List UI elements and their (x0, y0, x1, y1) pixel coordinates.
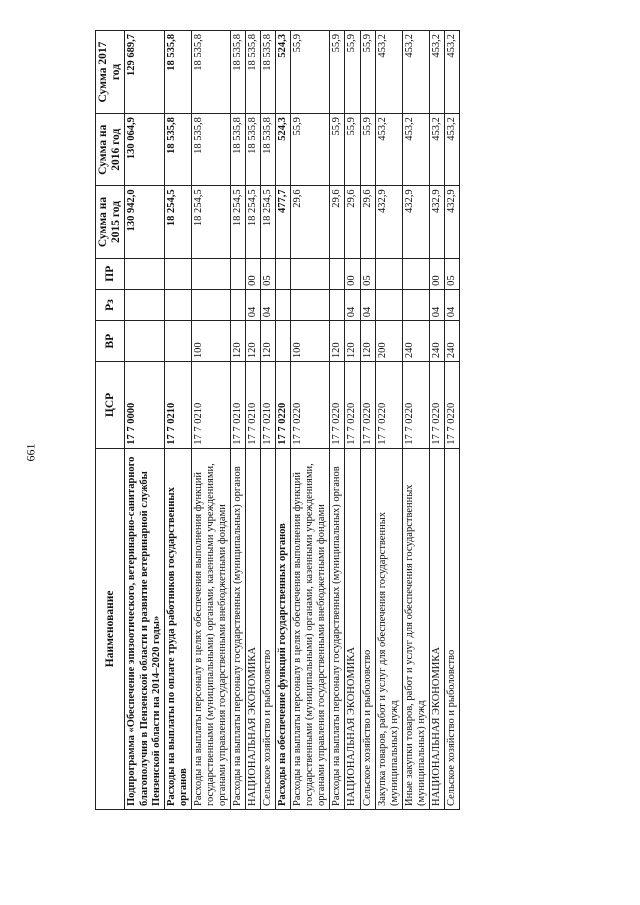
cell-csr: 17 7 0220 (345, 362, 360, 449)
cell-pr: 00 (246, 258, 261, 289)
cell-name: Закупка товаров, работ и услуг для обеспечения государственных (муниципальных) нужд (375, 448, 402, 809)
cell-rz (276, 289, 291, 320)
cell-vr: 240 (429, 321, 444, 362)
cell-name: Сельское хозяйство и рыболовство (360, 448, 375, 809)
cell-pr (191, 258, 230, 289)
cell-sum-2015: 18 254,5 (261, 186, 276, 258)
cell-vr (125, 321, 164, 362)
header-pr: ПР (96, 258, 125, 289)
cell-rz (230, 289, 245, 320)
cell-vr: 120 (230, 321, 245, 362)
cell-rz: 04 (429, 289, 444, 320)
cell-rz (125, 289, 164, 320)
cell-rz: 04 (345, 289, 360, 320)
cell-sum-2017: 524,3 (276, 31, 291, 114)
header-rz: Рз (96, 289, 125, 320)
cell-sum-2017: 18 535,8 (191, 31, 230, 114)
cell-vr (276, 321, 291, 362)
cell-pr: 05 (444, 258, 459, 289)
cell-sum-2016: 55,9 (345, 114, 360, 186)
cell-sum-2015: 477,7 (276, 186, 291, 258)
cell-sum-2015: 29,6 (360, 186, 375, 258)
cell-pr: 05 (360, 258, 375, 289)
cell-pr (330, 258, 345, 289)
cell-name: Расходы на выплаты по оплате труда работников государственных органов (164, 448, 191, 809)
cell-sum-2017: 453,2 (402, 31, 429, 114)
cell-vr: 240 (444, 321, 459, 362)
cell-vr: 120 (246, 321, 261, 362)
header-sum-2015: Сумма на 2015 год (96, 186, 125, 258)
cell-pr: 00 (345, 258, 360, 289)
cell-csr: 17 7 0210 (164, 362, 191, 449)
cell-vr: 120 (330, 321, 345, 362)
cell-sum-2015: 29,6 (291, 186, 330, 258)
cell-rz (191, 289, 230, 320)
cell-name: НАЦИОНАЛЬНАЯ ЭКОНОМИКА (345, 448, 360, 809)
table-row (375, 31, 402, 810)
cell-pr: 00 (429, 258, 444, 289)
cell-csr: 17 7 0220 (291, 362, 330, 449)
cell-pr (230, 258, 245, 289)
cell-pr (291, 258, 330, 289)
table-row (191, 31, 230, 810)
cell-sum-2015: 18 254,5 (246, 186, 261, 258)
cell-sum-2017: 18 535,8 (230, 31, 245, 114)
table-row (360, 31, 375, 810)
cell-vr: 120 (345, 321, 360, 362)
cell-name: Расходы на выплаты персоналу в целях обеспечения выполнения функций государственными (муниципальными) органами, казенными учреждениями, органами управления государственными внебюджетными фондами (291, 448, 330, 809)
cell-name: Расходы на выплаты персоналу государственных (муниципальных) органов (230, 448, 245, 809)
cell-sum-2015: 432,9 (375, 186, 402, 258)
header-name: Наименование (96, 448, 125, 809)
cell-rz: 04 (444, 289, 459, 320)
cell-csr: 17 7 0220 (429, 362, 444, 449)
cell-vr: 100 (291, 321, 330, 362)
cell-vr (164, 321, 191, 362)
cell-sum-2017: 55,9 (291, 31, 330, 114)
cell-sum-2016: 18 535,8 (164, 114, 191, 186)
table-row (402, 31, 429, 810)
cell-csr: 17 7 0220 (360, 362, 375, 449)
cell-vr: 120 (360, 321, 375, 362)
cell-csr: 17 7 0210 (230, 362, 245, 449)
cell-sum-2016: 453,2 (429, 114, 444, 186)
header-sum-2016: Сумма на 2016 год (96, 114, 125, 186)
cell-sum-2016: 130 064,9 (125, 114, 164, 186)
table-row (444, 31, 459, 810)
cell-sum-2017: 453,2 (429, 31, 444, 114)
cell-pr: 05 (261, 258, 276, 289)
header-vr: ВР (96, 321, 125, 362)
cell-sum-2015: 29,6 (345, 186, 360, 258)
cell-csr: 17 7 0210 (191, 362, 230, 449)
table-row (261, 31, 276, 810)
table-row (164, 31, 191, 810)
cell-sum-2015: 130 942,0 (125, 186, 164, 258)
cell-sum-2017: 453,2 (375, 31, 402, 114)
cell-csr: 17 7 0220 (444, 362, 459, 449)
cell-name: Сельское хозяйство и рыболовство (261, 448, 276, 809)
cell-sum-2015: 18 254,5 (164, 186, 191, 258)
cell-csr: 17 7 0210 (261, 362, 276, 449)
cell-pr (125, 258, 164, 289)
cell-vr: 100 (191, 321, 230, 362)
table-row (429, 31, 444, 810)
cell-name: Иные закупки товаров, работ и услуг для обеспечения государственных (муниципальных) нужд (402, 448, 429, 809)
header-csr: ЦСР (96, 362, 125, 449)
table-row (276, 31, 291, 810)
cell-sum-2015: 432,9 (429, 186, 444, 258)
table-row (330, 31, 345, 810)
cell-sum-2016: 18 535,8 (261, 114, 276, 186)
cell-sum-2015: 18 254,5 (230, 186, 245, 258)
cell-sum-2015: 29,6 (330, 186, 345, 258)
cell-sum-2016: 18 535,8 (191, 114, 230, 186)
budget-table (95, 30, 460, 810)
cell-sum-2016: 453,2 (375, 114, 402, 186)
cell-pr (276, 258, 291, 289)
cell-sum-2017: 453,2 (444, 31, 459, 114)
cell-rz: 04 (261, 289, 276, 320)
cell-sum-2017: 55,9 (330, 31, 345, 114)
cell-rz (402, 289, 429, 320)
cell-name: Расходы на выплаты персоналу в целях обеспечения выполнения функций государственными (муниципальными) органами, казенными учреждениями, органами управления государственными внебюджетными фондами (191, 448, 230, 809)
cell-vr: 200 (375, 321, 402, 362)
cell-sum-2016: 55,9 (360, 114, 375, 186)
cell-name: Подпрограмма «Обеспечение эпизоотического, ветеринарно-санитарного благополучия в Пензенской области и развитие ветеринарной службы Пензенской области на 2014–2020 годы» (125, 448, 164, 809)
cell-rz (375, 289, 402, 320)
cell-sum-2015: 432,9 (402, 186, 429, 258)
cell-name: Расходы на выплаты персоналу государственных (муниципальных) органов (330, 448, 345, 809)
cell-vr: 120 (261, 321, 276, 362)
page-number: 661 (23, 443, 38, 462)
cell-vr: 240 (402, 321, 429, 362)
cell-sum-2017: 55,9 (360, 31, 375, 114)
cell-rz (291, 289, 330, 320)
cell-sum-2016: 453,2 (444, 114, 459, 186)
cell-sum-2017: 129 689,7 (125, 31, 164, 114)
cell-sum-2017: 55,9 (345, 31, 360, 114)
cell-sum-2017: 18 535,8 (164, 31, 191, 114)
cell-csr: 17 7 0220 (276, 362, 291, 449)
cell-sum-2016: 18 535,8 (246, 114, 261, 186)
cell-rz: 04 (246, 289, 261, 320)
cell-sum-2015: 432,9 (444, 186, 459, 258)
cell-name: НАЦИОНАЛЬНАЯ ЭКОНОМИКА (246, 448, 261, 809)
cell-rz (164, 289, 191, 320)
cell-sum-2015: 18 254,5 (191, 186, 230, 258)
cell-csr: 17 7 0220 (402, 362, 429, 449)
cell-name: Сельское хозяйство и рыболовство (444, 448, 459, 809)
cell-sum-2016: 453,2 (402, 114, 429, 186)
table-row (291, 31, 330, 810)
cell-sum-2016: 18 535,8 (230, 114, 245, 186)
cell-csr: 17 7 0210 (246, 362, 261, 449)
table-row (230, 31, 245, 810)
cell-sum-2017: 18 535,8 (261, 31, 276, 114)
rotated-budget-table-container (95, 30, 605, 810)
cell-sum-2016: 524,3 (276, 114, 291, 186)
table-row (246, 31, 261, 810)
cell-pr (375, 258, 402, 289)
cell-rz (330, 289, 345, 320)
cell-csr: 17 7 0220 (375, 362, 402, 449)
cell-sum-2017: 18 535,8 (246, 31, 261, 114)
cell-pr (164, 258, 191, 289)
cell-csr: 17 7 0220 (330, 362, 345, 449)
cell-pr (402, 258, 429, 289)
cell-rz: 04 (360, 289, 375, 320)
cell-sum-2016: 55,9 (291, 114, 330, 186)
cell-name: НАЦИОНАЛЬНАЯ ЭКОНОМИКА (429, 448, 444, 809)
header-sum-2017: Сумма 2017 год (96, 31, 125, 114)
table-row (345, 31, 360, 810)
cell-sum-2016: 55,9 (330, 114, 345, 186)
table-header-row (96, 31, 125, 810)
table-row (125, 31, 164, 810)
cell-name: Расходы на обеспечение функций государственных органов (276, 448, 291, 809)
cell-csr: 17 7 0000 (125, 362, 164, 449)
